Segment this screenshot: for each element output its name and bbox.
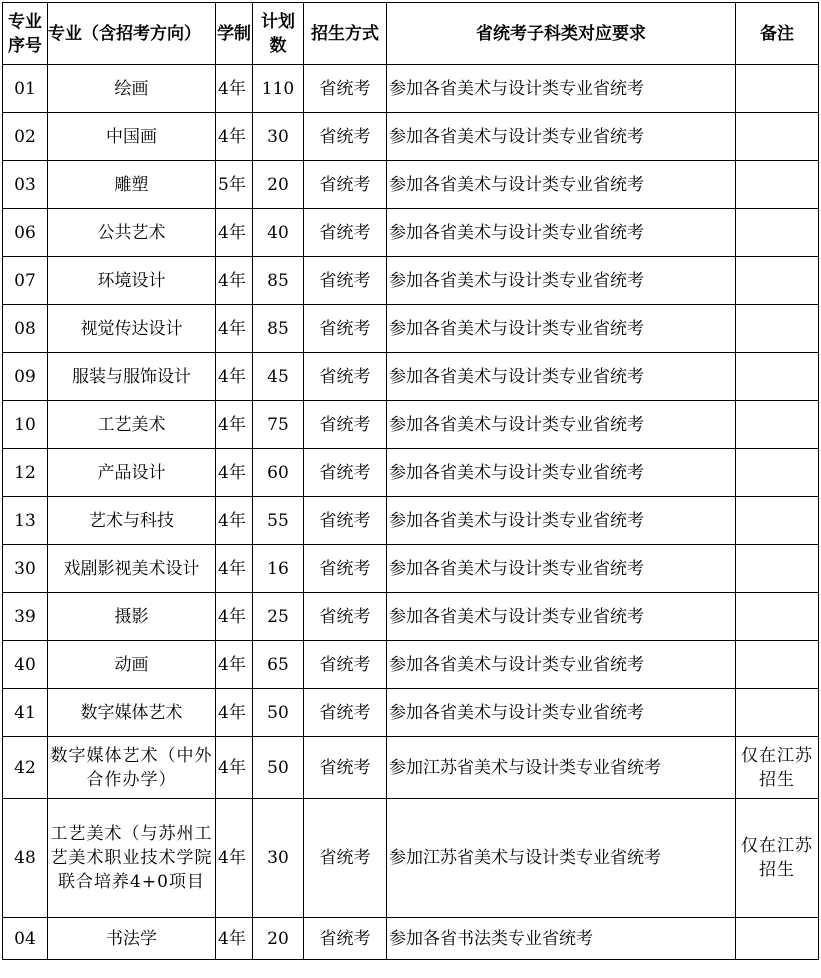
- cell-code: 08: [3, 305, 48, 353]
- table-row: [3, 689, 819, 737]
- cell-plan: 85: [253, 305, 304, 353]
- cell-plan: 50: [253, 737, 304, 799]
- cell-requirement: 参加各省美术与设计类专业省统考: [387, 209, 736, 257]
- cell-note: [736, 545, 819, 593]
- cell-major: 数字媒体艺术（中外合作办学）: [48, 737, 216, 799]
- cell-plan: 60: [253, 449, 304, 497]
- cell-major: 戏剧影视美术设计: [48, 545, 216, 593]
- cell-code: 42: [3, 737, 48, 799]
- cell-major: 摄影: [48, 593, 216, 641]
- cell-note: 仅在江苏招生: [736, 737, 819, 799]
- cell-method: 省统考: [304, 737, 387, 799]
- cell-method: 省统考: [304, 161, 387, 209]
- cell-duration: 4年: [216, 497, 253, 545]
- cell-code: 09: [3, 353, 48, 401]
- cell-method: 省统考: [304, 353, 387, 401]
- header-method: 招生方式: [304, 3, 387, 65]
- cell-plan: 20: [253, 918, 304, 960]
- header-plan: 计划数: [253, 3, 304, 65]
- cell-note: [736, 257, 819, 305]
- cell-duration: 5年: [216, 161, 253, 209]
- cell-code: 30: [3, 545, 48, 593]
- table-row: [3, 65, 819, 113]
- cell-major: 视觉传达设计: [48, 305, 216, 353]
- cell-duration: 4年: [216, 545, 253, 593]
- cell-requirement: 参加各省美术与设计类专业省统考: [387, 113, 736, 161]
- cell-note: [736, 401, 819, 449]
- header-code: 专业序号: [3, 3, 48, 65]
- cell-major: 产品设计: [48, 449, 216, 497]
- cell-major: 中国画: [48, 113, 216, 161]
- cell-requirement: 参加各省美术与设计类专业省统考: [387, 401, 736, 449]
- cell-plan: 30: [253, 113, 304, 161]
- cell-note: [736, 353, 819, 401]
- cell-plan: 16: [253, 545, 304, 593]
- cell-code: 13: [3, 497, 48, 545]
- table-header-row: [3, 3, 819, 65]
- cell-plan: 25: [253, 593, 304, 641]
- cell-duration: 4年: [216, 799, 253, 918]
- cell-major: 数字媒体艺术: [48, 689, 216, 737]
- admission-plan-table: [2, 2, 819, 960]
- cell-duration: 4年: [216, 449, 253, 497]
- cell-code: 07: [3, 257, 48, 305]
- cell-method: 省统考: [304, 65, 387, 113]
- cell-duration: 4年: [216, 641, 253, 689]
- table-row: [3, 737, 819, 799]
- cell-requirement: 参加江苏省美术与设计类专业省统考: [387, 799, 736, 918]
- cell-duration: 4年: [216, 353, 253, 401]
- cell-major: 动画: [48, 641, 216, 689]
- cell-plan: 110: [253, 65, 304, 113]
- cell-plan: 30: [253, 799, 304, 918]
- table-row: [3, 593, 819, 641]
- cell-code: 39: [3, 593, 48, 641]
- cell-code: 12: [3, 449, 48, 497]
- table-row: [3, 401, 819, 449]
- table-row: [3, 449, 819, 497]
- cell-code: 01: [3, 65, 48, 113]
- cell-plan: 50: [253, 689, 304, 737]
- cell-requirement: 参加各省美术与设计类专业省统考: [387, 449, 736, 497]
- cell-method: 省统考: [304, 113, 387, 161]
- cell-method: 省统考: [304, 641, 387, 689]
- table-row: [3, 799, 819, 918]
- cell-plan: 55: [253, 497, 304, 545]
- cell-code: 04: [3, 918, 48, 960]
- cell-major: 公共艺术: [48, 209, 216, 257]
- cell-requirement: 参加江苏省美术与设计类专业省统考: [387, 737, 736, 799]
- cell-plan: 20: [253, 161, 304, 209]
- cell-requirement: 参加各省美术与设计类专业省统考: [387, 497, 736, 545]
- cell-requirement: 参加各省美术与设计类专业省统考: [387, 305, 736, 353]
- cell-method: 省统考: [304, 545, 387, 593]
- cell-method: 省统考: [304, 305, 387, 353]
- cell-requirement: 参加各省美术与设计类专业省统考: [387, 353, 736, 401]
- cell-requirement: 参加各省美术与设计类专业省统考: [387, 641, 736, 689]
- cell-duration: 4年: [216, 113, 253, 161]
- table-row: [3, 113, 819, 161]
- cell-code: 03: [3, 161, 48, 209]
- cell-requirement: 参加各省美术与设计类专业省统考: [387, 545, 736, 593]
- header-duration: 学制: [216, 3, 253, 65]
- cell-note: [736, 113, 819, 161]
- cell-duration: 4年: [216, 257, 253, 305]
- cell-method: 省统考: [304, 497, 387, 545]
- cell-plan: 40: [253, 209, 304, 257]
- cell-method: 省统考: [304, 449, 387, 497]
- cell-method: 省统考: [304, 209, 387, 257]
- table-row: [3, 305, 819, 353]
- cell-note: [736, 918, 819, 960]
- cell-major: 工艺美术（与苏州工艺美术职业技术学院联合培养4+0项目: [48, 799, 216, 918]
- cell-major: 服装与服饰设计: [48, 353, 216, 401]
- cell-method: 省统考: [304, 257, 387, 305]
- cell-major: 艺术与科技: [48, 497, 216, 545]
- table-row: [3, 918, 819, 960]
- cell-duration: 4年: [216, 305, 253, 353]
- cell-note: [736, 65, 819, 113]
- table-row: [3, 497, 819, 545]
- cell-note: [736, 497, 819, 545]
- cell-duration: 4年: [216, 737, 253, 799]
- table-row: [3, 545, 819, 593]
- cell-code: 40: [3, 641, 48, 689]
- cell-method: 省统考: [304, 401, 387, 449]
- cell-duration: 4年: [216, 689, 253, 737]
- cell-plan: 85: [253, 257, 304, 305]
- cell-duration: 4年: [216, 918, 253, 960]
- header-requirement: 省统考子科类对应要求: [387, 3, 736, 65]
- table-row: [3, 209, 819, 257]
- cell-plan: 45: [253, 353, 304, 401]
- cell-note: [736, 161, 819, 209]
- table-row: [3, 257, 819, 305]
- cell-method: 省统考: [304, 799, 387, 918]
- cell-code: 41: [3, 689, 48, 737]
- cell-code: 02: [3, 113, 48, 161]
- cell-major: 绘画: [48, 65, 216, 113]
- cell-requirement: 参加各省书法类专业省统考: [387, 918, 736, 960]
- cell-note: [736, 449, 819, 497]
- cell-method: 省统考: [304, 689, 387, 737]
- cell-duration: 4年: [216, 209, 253, 257]
- cell-code: 06: [3, 209, 48, 257]
- cell-note: [736, 689, 819, 737]
- cell-note: [736, 305, 819, 353]
- cell-major: 雕塑: [48, 161, 216, 209]
- cell-requirement: 参加各省美术与设计类专业省统考: [387, 689, 736, 737]
- cell-major: 书法学: [48, 918, 216, 960]
- cell-duration: 4年: [216, 593, 253, 641]
- cell-code: 48: [3, 799, 48, 918]
- cell-note: 仅在江苏招生: [736, 799, 819, 918]
- cell-method: 省统考: [304, 918, 387, 960]
- header-major: 专业（含招考方向）: [48, 3, 216, 65]
- table-row: [3, 641, 819, 689]
- cell-duration: 4年: [216, 401, 253, 449]
- cell-requirement: 参加各省美术与设计类专业省统考: [387, 65, 736, 113]
- cell-code: 10: [3, 401, 48, 449]
- cell-major: 环境设计: [48, 257, 216, 305]
- cell-method: 省统考: [304, 593, 387, 641]
- table-row: [3, 161, 819, 209]
- cell-duration: 4年: [216, 65, 253, 113]
- cell-requirement: 参加各省美术与设计类专业省统考: [387, 257, 736, 305]
- cell-note: [736, 209, 819, 257]
- cell-note: [736, 593, 819, 641]
- table-row: [3, 353, 819, 401]
- cell-requirement: 参加各省美术与设计类专业省统考: [387, 593, 736, 641]
- cell-note: [736, 641, 819, 689]
- cell-plan: 75: [253, 401, 304, 449]
- cell-major: 工艺美术: [48, 401, 216, 449]
- cell-plan: 65: [253, 641, 304, 689]
- cell-requirement: 参加各省美术与设计类专业省统考: [387, 161, 736, 209]
- header-note: 备注: [736, 3, 819, 65]
